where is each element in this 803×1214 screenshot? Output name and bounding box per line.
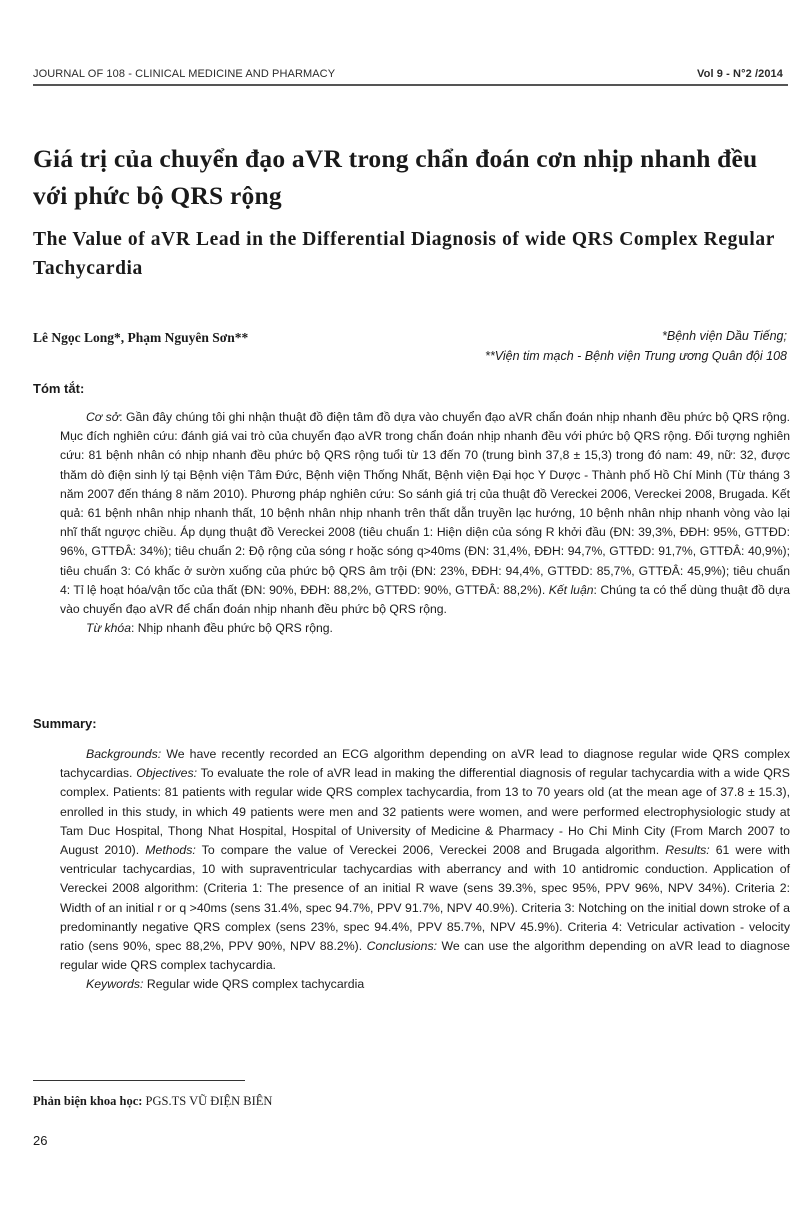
affiliation-1: *Bệnh viện Dầu Tiếng; (662, 329, 787, 343)
background-label: Cơ sở (86, 410, 120, 424)
objectives-text: To evaluate the role of aVR lead in making the differential diagnosis of regular tachycardia with a wide QRS complex. Patients: 81 patients with regular wide QRS complex tachycardia, from 13 to 70 years old (at the mean age of 37.8 ± 15.3), enrolled in this study, in which 49 patients were men and 32 patients were women, and were performed electrophysiologic study at Tam Duc Hospital, Thong Nhat Hospital, Hospital of University of Medicine & Pharmacy - Ho Chi Minh City (From March 2007 to August 2010). (60, 766, 790, 858)
footnote-label: Phản biện khoa học: (33, 1094, 143, 1108)
methods-label: Methods: (145, 843, 196, 858)
affiliations (485, 326, 787, 366)
backgrounds-text: We have recently recorded an ECG algorithm depending on aVR lead to diagnose regular wide QRS complex tachycardias. (60, 747, 790, 781)
author-list: Lê Ngọc Long*, Phạm Nguyên Sơn** (33, 330, 249, 345)
page-number: 26 (33, 1133, 48, 1148)
abstract-vietnamese (60, 408, 790, 638)
journal-name: JOURNAL OF 108 - CLINICAL MEDICINE AND PHARMACY (33, 68, 336, 80)
article-title-english: The Value of aVR Lead in the Differential Diagnosis of wide QRS Complex Regular Tachycardia (33, 229, 775, 279)
abstract-vn-keywords (60, 619, 790, 638)
abstract-en-body (60, 745, 790, 975)
conclusion-text: : Chúng ta có thể dùng thuật đồ dựa vào chuyển đạo aVR để chẩn đoán nhịp nhanh đều phức bộ QRS rộng. (60, 582, 790, 617)
conclusion-label: Kết luận (548, 582, 594, 597)
abstract-vn-heading: Tóm tắt: (33, 381, 85, 396)
keywords-label: Từ khóa (86, 621, 131, 636)
conclusions-text: We can use the algorithm depending on aVR lead to diagnose regular wide QRS complex tachycardia. (60, 939, 791, 973)
results-label: Results: (665, 843, 710, 858)
results-text: 61 were with ventricular tachycardias, 10 with supraventricular tachycardias with aberrancy and with 10 antidromic conduction. Application of Vereckei 2008 algorithm: (Criteria 1: The presence of an initial R wave (sens 39.3%, spec 95%, PPV 96%, NPV 34%). Criteria 2: Width of an initial r or q >40ms (sens 31.4%, spec 94.7%, PPV 91.7%, NPV 40.9%). Criteria 3: Notching on the initial down stroke of a predominantly negative QRS complex (sens 23%, spec 94.4%, PPV 85.7%, NPV 45.9%). Criteria 4: Vetricular activation - velocity ratio (sens 90%, spec 88,2%, PPV 90%, NPV 88.2%). (60, 843, 791, 954)
footnote-text: PGS.TS VŨ ĐIỆN BIÊN (142, 1094, 273, 1108)
abstract-vn-body (60, 408, 790, 619)
volume-issue: Vol 9 - N°2 /2014 (697, 68, 783, 80)
affiliation-2: **Viện tim mạch - Bệnh viện Trung ương Quân đội 108 (485, 349, 787, 363)
running-head (33, 60, 783, 80)
keywords-en-label: Keywords: (86, 977, 144, 992)
abstract-en-keywords (60, 975, 790, 994)
backgrounds-label: Backgrounds: (86, 747, 162, 761)
footnote (33, 1094, 272, 1109)
objectives-label: Objectives: (136, 766, 198, 781)
methods-text: To compare the value of Vereckei 2006, Vereckei 2008 and Brugada algorithm. (195, 843, 666, 858)
conclusions-label: Conclusions: (366, 939, 438, 954)
footnote-rule (33, 1080, 245, 1081)
background-text: : Gần đây chúng tôi ghi nhận thuật đồ điện tâm đồ dựa vào chuyển đạo aVR chẩn đoán nhịp nhanh đều phức bộ QRS rộng. Mục đích nghiên cứu: đánh giá vai trò của chuyển đạo aVR trong chẩn đoán nhịp nhanh đều với phức bộ QRS rộng. Đối tượng nghiên cứu: 81 bệnh nhân có nhịp nhanh đều phức bộ QRS rộng tuổi từ 13 đến 70 (trung bình 37,8 ± 15,3) trong đó nam: 49, nữ: 32, được thăm dò điện sinh lý tại Bệnh viện Tâm Đức, Bệnh viện Thống Nhất, Bệnh viện Đại học Y Dược - Thành phố Hồ Chí Minh (Từ tháng 3 năm 2007 đến tháng 8 năm 2010). Phương pháp nghiên cứu: So sánh giá trị của thuật đồ Vereckei 2006, Vereckei 2008, Brugada. Kết quả: 61 bệnh nhân nhịp nhanh thất, 10 bệnh nhân nhịp nhanh trên thất dẫn truyền lạc hướng, 10 bệnh nhân nhịp nhanh vòng vào lại nhĩ thất ngược chiều. Áp dụng thuật đồ Vereckei 2008 (tiêu chuẩn 1: Hiện diện của sóng R khởi đầu (ĐN: 39,3%, ĐĐH: 95%, GTTĐD: 96%, GTTĐÂ: 34%); tiêu chuẩn 2: Độ rộng của sóng r hoặc sóng q>40ms (ĐN: 31,4%, ĐĐH: 94,7%, GTTĐD: 91,7%, GTTĐÂ: 40,9%); tiêu chuẩn 3: Có khấc ở sườn xuống của phức bộ QRS âm trội (ĐN: 23%, ĐĐH: 94,4%, GTTĐD: 85,7%, GTTĐÂ: 45,9%); tiêu chuẩn 4: Tỉ lệ hoạt hóa/vận tốc của thất (ĐN: 90%, ĐĐH: 88,2%, GTTĐD: 90%, GTTĐÂ: 88,2%). (60, 410, 790, 597)
keywords-text: : Nhịp nhanh đều phức bộ QRS rộng. (130, 621, 333, 636)
article-title-vietnamese: Giá trị của chuyển đạo aVR trong chẩn đoán cơn nhịp nhanh đều với phức bộ QRS rộng (33, 144, 758, 210)
abstract-english (60, 745, 790, 995)
keywords-en-text: Regular wide QRS complex tachycardia (143, 977, 365, 992)
abstract-en-heading: Summary: (33, 716, 97, 731)
header-rule (33, 84, 788, 86)
